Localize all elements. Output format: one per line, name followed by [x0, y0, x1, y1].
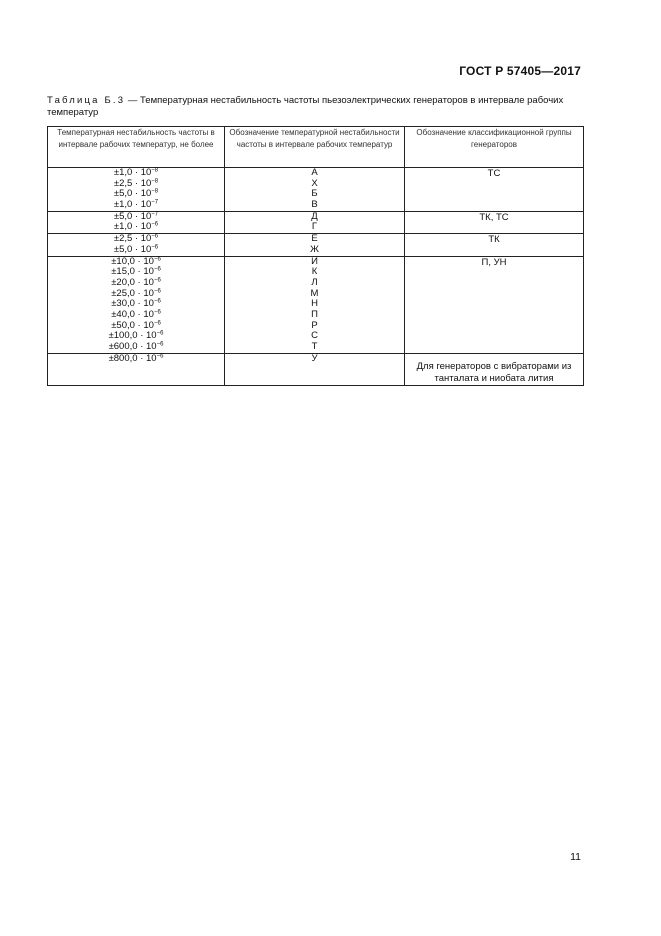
designation-code: У	[311, 352, 318, 364]
instability-values-cell	[48, 234, 225, 256]
table-caption	[47, 95, 587, 119]
classification-group-cell: Для генераторов с вибраторами из танталата и ниобата лития	[405, 353, 584, 385]
value-multiplier: · 10	[134, 319, 154, 331]
value-multiplier: · 10	[132, 221, 152, 233]
value-mantissa: ±5,0	[113, 243, 133, 255]
value-multiplier: · 10	[137, 352, 157, 364]
value-mantissa: ±2,5	[113, 233, 133, 245]
table-caption-label: Таблица Б.3	[47, 95, 126, 106]
designation-code: Л	[311, 276, 318, 288]
table-row-group	[48, 234, 584, 256]
value-multiplier: · 10	[132, 233, 152, 245]
classification-group-cell: ТК	[405, 234, 584, 256]
value-multiplier: · 10	[134, 287, 154, 299]
value-multiplier: · 10	[132, 167, 152, 178]
column-header-designation: Обозначение температурной нестабильности частоты в интервале рабочих температур	[225, 127, 405, 168]
value-mantissa: ±10,0	[111, 255, 135, 267]
value-multiplier: · 10	[132, 243, 152, 255]
value-mantissa: ±5,0	[113, 188, 133, 200]
value-exponent: −6	[151, 221, 159, 228]
designation-code: П	[311, 308, 318, 320]
frequency-instability-table	[47, 126, 584, 386]
value-multiplier: · 10	[132, 199, 152, 211]
page-number: 11	[570, 851, 581, 863]
value-mantissa: ±1,0	[113, 221, 133, 233]
instability-values-cell	[48, 256, 225, 353]
classification-group-cell: П, УН	[405, 256, 584, 353]
table-row-group	[48, 256, 584, 353]
table-header-row	[48, 127, 584, 168]
value-multiplier: · 10	[134, 298, 154, 310]
designation-codes-cell	[225, 234, 405, 256]
instability-value	[48, 354, 224, 365]
value-exponent: −6	[153, 309, 161, 316]
value-mantissa: ±30,0	[111, 298, 135, 310]
value-exponent: −6	[151, 244, 159, 251]
value-multiplier: · 10	[132, 210, 152, 222]
instability-values-cell	[48, 168, 225, 212]
table-row-group	[48, 353, 584, 385]
designation-code: С	[311, 330, 318, 342]
value-exponent: −7	[151, 211, 159, 218]
value-multiplier: · 10	[132, 177, 152, 189]
value-exponent: −8	[151, 188, 159, 195]
value-mantissa: ±25,0	[111, 287, 135, 299]
value-multiplier: · 10	[134, 255, 154, 267]
designation-codes-cell	[225, 211, 405, 233]
designation-codes-cell	[225, 168, 405, 212]
value-mantissa: ±800,0	[108, 352, 138, 364]
value-exponent: −6	[153, 298, 161, 305]
designation-code: В	[311, 199, 318, 211]
instability-value	[48, 342, 224, 353]
value-exponent: −6	[156, 341, 164, 348]
designation-code: И	[311, 255, 318, 267]
designation-code: А	[311, 167, 318, 178]
value-multiplier: · 10	[134, 308, 154, 320]
value-exponent: −6	[156, 330, 164, 337]
designation-codes-cell	[225, 256, 405, 353]
value-multiplier: · 10	[134, 266, 154, 278]
instability-value	[48, 222, 224, 233]
document-code: ГОСТ Р 57405—2017	[459, 64, 581, 78]
designation-code: Ж	[310, 243, 319, 255]
table-caption-text: — Температурная нестабильность частоты пьезоэлектрических генераторов в интервале рабочих температур	[47, 95, 564, 118]
column-header-group: Обозначение классификационной группы генераторов	[405, 127, 584, 168]
designation-code: Б	[311, 188, 318, 200]
value-mantissa: ±15,0	[111, 266, 135, 278]
instability-value	[48, 245, 224, 256]
value-exponent: −6	[153, 320, 161, 327]
value-mantissa: ±2,5	[113, 177, 133, 189]
designation-code: Н	[311, 298, 318, 310]
value-multiplier: · 10	[137, 341, 157, 352]
value-exponent: −8	[151, 178, 159, 185]
value-exponent: −6	[153, 266, 161, 273]
designation-code: Д	[311, 210, 318, 222]
designation-code: Х	[311, 177, 318, 189]
value-multiplier: · 10	[134, 276, 154, 288]
value-exponent: −8	[151, 167, 159, 174]
value-multiplier: · 10	[132, 188, 152, 200]
value-exponent: −6	[153, 256, 161, 262]
value-exponent: −6	[151, 233, 159, 240]
designation-codes-cell	[225, 353, 405, 385]
value-mantissa: ±20,0	[111, 276, 135, 288]
designation-code: Г	[311, 221, 318, 233]
value-mantissa: ±5,0	[113, 210, 133, 222]
classification-group-cell: ТК, ТС	[405, 211, 584, 233]
designation-code: М	[310, 287, 319, 299]
table-body	[48, 168, 584, 386]
designation-code: Т	[311, 341, 318, 352]
value-exponent: −6	[156, 353, 164, 360]
value-mantissa: ±1,0	[113, 199, 133, 211]
column-header-instability: Температурная нестабильность частоты в интервале рабочих температур, не более	[48, 127, 225, 168]
designation-code: К	[311, 266, 318, 278]
table-row-group	[48, 211, 584, 233]
table-row-group	[48, 168, 584, 212]
value-exponent: −7	[151, 199, 159, 206]
value-exponent: −6	[153, 277, 161, 284]
value-exponent: −6	[153, 288, 161, 295]
classification-group-cell: ТС	[405, 168, 584, 212]
value-multiplier: · 10	[137, 330, 157, 342]
value-mantissa: ±1,0	[113, 167, 133, 178]
designation-code: Р	[311, 319, 318, 331]
value-mantissa: ±50,0	[111, 319, 135, 331]
value-mantissa: ±100,0	[108, 330, 138, 342]
value-mantissa: ±40,0	[111, 308, 135, 320]
instability-value	[48, 200, 224, 211]
instability-values-cell	[48, 353, 225, 385]
instability-values-cell	[48, 211, 225, 233]
designation-code: Е	[311, 233, 318, 245]
value-mantissa: ±600,0	[108, 341, 138, 352]
